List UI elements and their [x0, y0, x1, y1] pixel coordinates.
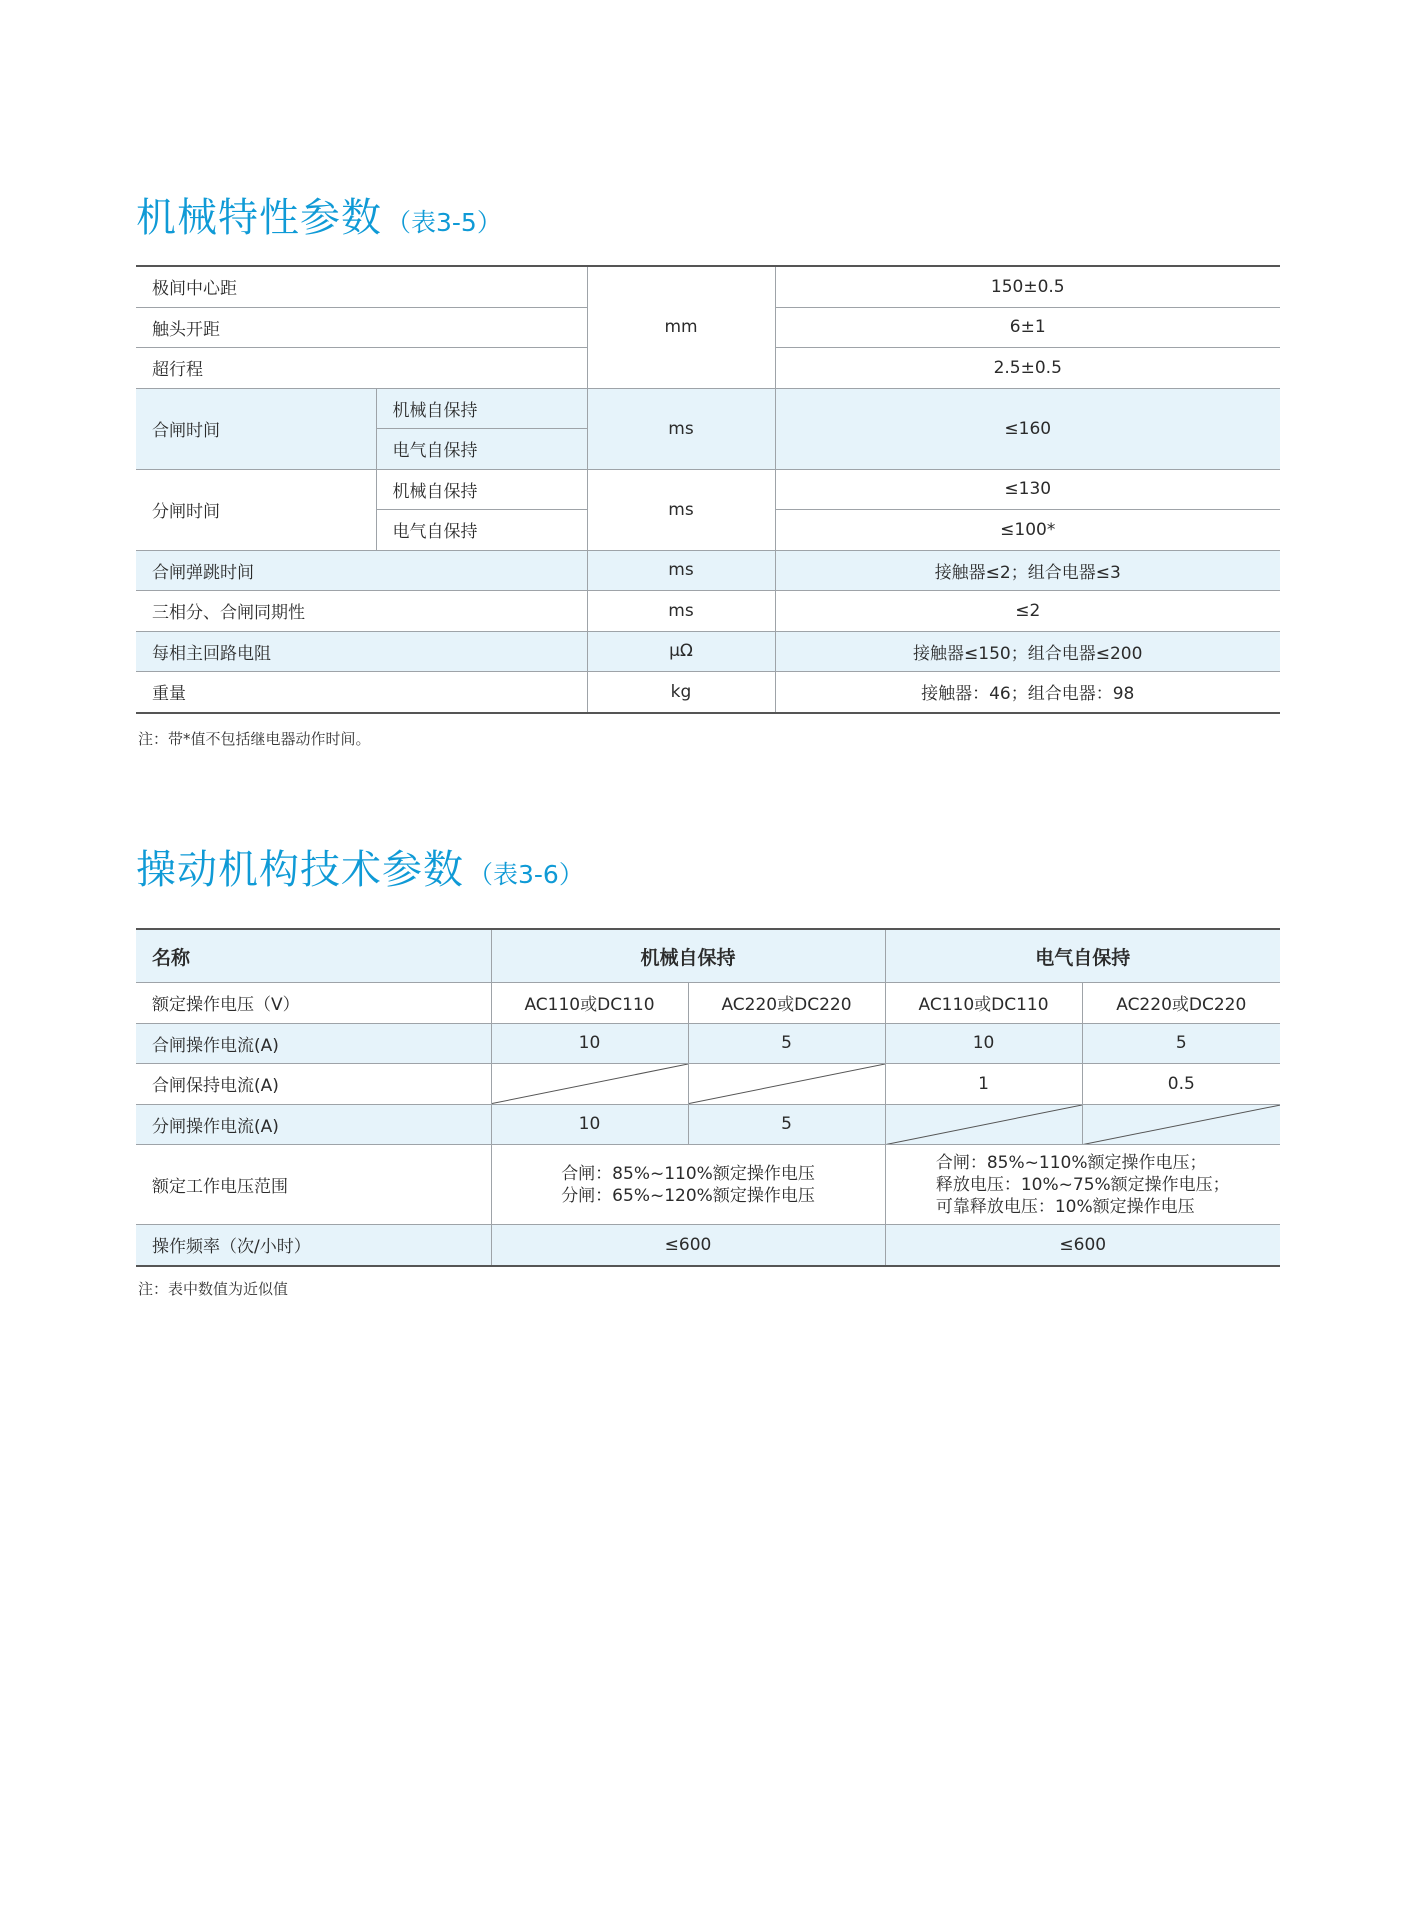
section2-title: 操动机构技术参数: [136, 847, 464, 893]
table-row: [136, 1023, 1280, 1064]
mech-voltage-range: [491, 1145, 885, 1225]
table-row: [136, 1145, 1280, 1225]
sub-label: 机械自保持: [376, 469, 587, 510]
row-label: 分闸时间: [136, 469, 376, 550]
row-label: 合闸操作电流(A): [136, 1023, 491, 1064]
row-label: 合闸弹跳时间: [136, 550, 587, 591]
value-cell: 接触器：46；组合电器：98: [775, 672, 1280, 713]
value-cell: 150±0.5: [775, 266, 1280, 307]
value-cell: ≤600: [491, 1225, 885, 1266]
value-cell: 1: [885, 1064, 1082, 1105]
value-cell: 接触器≤150；组合电器≤200: [775, 631, 1280, 672]
table-row: [136, 1064, 1280, 1105]
text-line: 合闸：85%~110%额定操作电压；: [935, 1152, 1207, 1173]
unit-cell: ms: [587, 550, 775, 591]
diagonal-line: [492, 1064, 688, 1104]
diagonal-line: [1083, 1105, 1281, 1145]
table-row: [136, 1225, 1280, 1266]
row-label: 合闸保持电流(A): [136, 1064, 491, 1105]
table-row: [136, 469, 1280, 510]
value-cell: 5: [688, 1104, 885, 1145]
text-line: 可靠释放电压：10%额定操作电压: [935, 1196, 1195, 1217]
multi-line-text: [936, 1152, 1230, 1218]
text-line: 合闸：85%~110%额定操作电压: [561, 1163, 815, 1184]
row-label: 极间中心距: [136, 266, 587, 307]
empty-cell: [688, 1064, 885, 1105]
value-cell: ≤2: [775, 591, 1280, 632]
text-line: 释放电压：10%~75%额定操作电压；: [935, 1174, 1230, 1195]
row-label: 操作频率（次/小时）: [136, 1225, 491, 1266]
table-row: [136, 388, 1280, 429]
section1-title: 机械特性参数: [136, 195, 382, 241]
table-row: [136, 631, 1280, 672]
table-row: [136, 672, 1280, 713]
row-label: 额定操作电压（V）: [136, 983, 491, 1024]
value-cell: ≤130: [775, 469, 1280, 510]
value-cell: 5: [1082, 1023, 1280, 1064]
unit-cell: ms: [587, 388, 775, 469]
value-cell: 2.5±0.5: [775, 348, 1280, 389]
diagonal-line: [689, 1064, 885, 1104]
header-name: 名称: [136, 929, 491, 983]
unit-cell: ms: [587, 591, 775, 632]
value-cell: AC110或DC110: [885, 983, 1082, 1024]
value-cell: ≤100*: [775, 510, 1280, 551]
empty-cell: [1082, 1104, 1280, 1145]
text-line: 分闸：65%~120%额定操作电压: [561, 1185, 815, 1206]
value-cell: ≤160: [775, 388, 1280, 469]
value-cell: AC220或DC220: [688, 983, 885, 1024]
row-label: 三相分、合闸同期性: [136, 591, 587, 632]
table1-note: 注：带*值不包括继电器动作时间。: [138, 730, 371, 748]
value-cell: 0.5: [1082, 1064, 1280, 1105]
header-row: [136, 929, 1280, 983]
value-cell: AC220或DC220: [1082, 983, 1280, 1024]
header-elec: 电气自保持: [885, 929, 1280, 983]
empty-cell: [885, 1104, 1082, 1145]
value-cell: ≤600: [885, 1225, 1280, 1266]
sub-label: 电气自保持: [376, 510, 587, 551]
value-cell: 10: [491, 1104, 688, 1145]
row-label: 合闸时间: [136, 388, 376, 469]
multi-line-text: [561, 1163, 815, 1207]
table-row: [136, 1104, 1280, 1145]
row-label: 每相主回路电阻: [136, 631, 587, 672]
row-label: 重量: [136, 672, 587, 713]
unit-cell: kg: [587, 672, 775, 713]
row-label: 额定工作电压范围: [136, 1145, 491, 1225]
operating-mechanism-table: [136, 928, 1280, 1267]
table-row: [136, 550, 1280, 591]
value-cell: 10: [491, 1023, 688, 1064]
section2-subtitle: （表3-6）: [468, 860, 584, 889]
row-label: 分闸操作电流(A): [136, 1104, 491, 1145]
section1-heading: [136, 186, 502, 243]
value-cell: 6±1: [775, 307, 1280, 348]
value-cell: 10: [885, 1023, 1082, 1064]
section2-heading: [136, 838, 584, 895]
empty-cell: [491, 1064, 688, 1105]
sub-label: 机械自保持: [376, 388, 587, 429]
table2-note: 注：表中数值为近似值: [138, 1280, 289, 1298]
unit-cell: mm: [587, 266, 775, 388]
sub-label: 电气自保持: [376, 429, 587, 470]
elec-voltage-range: [885, 1145, 1280, 1225]
mechanical-characteristics-table: [136, 265, 1280, 714]
unit-cell: μΩ: [587, 631, 775, 672]
header-mech: 机械自保持: [491, 929, 885, 983]
table-row: [136, 983, 1280, 1024]
table-row: [136, 591, 1280, 632]
value-cell: 5: [688, 1023, 885, 1064]
row-label: 超行程: [136, 348, 587, 389]
diagonal-line: [886, 1105, 1082, 1145]
table-row: [136, 266, 1280, 307]
row-label: 触头开距: [136, 307, 587, 348]
section1-subtitle: （表3-5）: [386, 208, 502, 237]
unit-cell: ms: [587, 469, 775, 550]
value-cell: 接触器≤2；组合电器≤3: [775, 550, 1280, 591]
value-cell: AC110或DC110: [491, 983, 688, 1024]
